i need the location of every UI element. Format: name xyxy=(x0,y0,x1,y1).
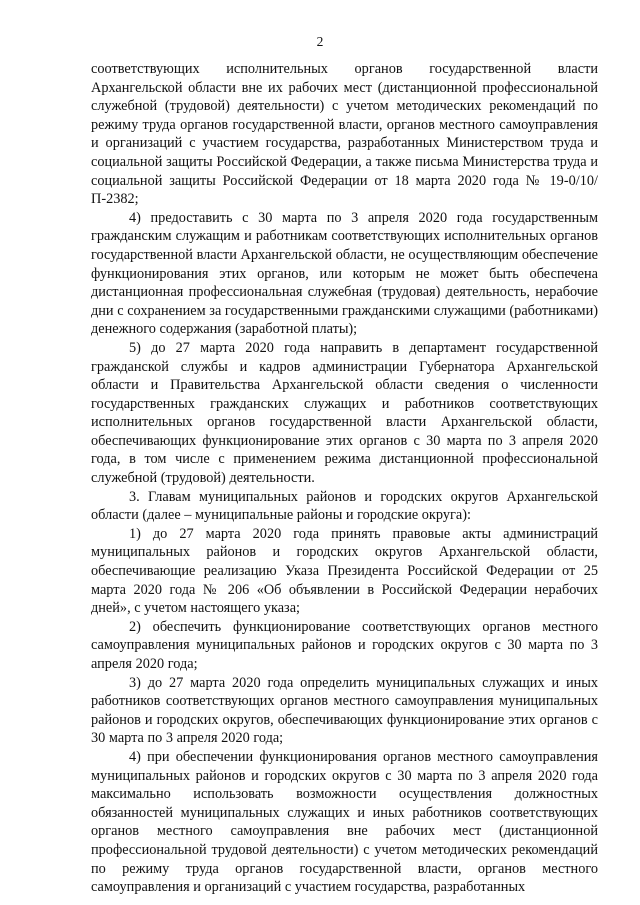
page-number: 2 xyxy=(316,34,324,49)
paragraph-item-3-3: 3) до 27 марта 2020 года определить муниципальных служащих и иных работников соответствующих органов местного самоуправления муниципальных районов и городских округов, обеспечивающих функционирование этих органов с 30 марта по 3 апреля 2020 года; xyxy=(91,674,598,747)
paragraph-item-3-2: 2) обеспечить функционирование соответствующих органов местного самоуправления муниципальных районов и городских округов с 30 марта по 3 апреля 2020 года; xyxy=(91,618,598,672)
paragraph-item-2-5: 5) до 27 марта 2020 года направить в департамент государственной гражданской службы и кадров администрации Губернатора Архангельской области и Правительства Архангельской области сведения о численности государственных гражданских служащих и работников соответствующих исполнительных органов государственной власти Архангельской области, обеспечивающих функционирование этих органов с 30 марта по 3 апреля 2020 года, в том числе с применением режима дистанционной профессиональной служебной (трудовой) деятельности. xyxy=(91,339,598,487)
paragraph-section-3: 3. Главам муниципальных районов и городских округов Архангельской области (далее – муниципальные районы и городские округа): xyxy=(91,488,598,524)
paragraph-item-3-4: 4) при обеспечении функционирования органов местного самоуправления муниципальных районов и городских округов с 30 марта по 3 апреля 2020 года максимально использовать возможности осуществления должностных обязанностей муниципальных служащих и иных работников соответствующих органов местного самоуправления вне рабочих мест (дистанционной профессиональной трудовой деятельности) с учетом методических рекомендаций по режиму труда органов государственной власти, органов местного самоуправления и организаций с участием государства, разработанных xyxy=(91,748,598,896)
paragraph-continuation: соответствующих исполнительных органов государственной власти Архангельской области вне их рабочих мест (дистанционной профессиональной служебной (трудовой) деятельности) с учетом методических рекомендаций по режиму труда органов государственной власти, органов местного самоуправления и организаций с участием государства, разработанных Министерством труда и социальной защиты Российской Федерации, а также письма Министерства труда и социальной защиты Российской Федерации от 18 марта 2020 года № 19-0/10/П-2382; xyxy=(91,61,598,208)
paragraph-item-3-1: 1) до 27 марта 2020 года принять правовые акты администраций муниципальных районов и городских округов Архангельской области, обеспечивающие реализацию Указа Президента Российской Федерации от 25 марта 2020 года № 206 «Об объявлении в Российской Федерации нерабочих дней», с учетом настоящего указа; xyxy=(91,525,598,617)
paragraph-item-2-4: 4) предоставить с 30 марта по 3 апреля 2020 года государственным гражданским служащим и работникам соответствующих исполнительных органов государственной власти Архангельской области, не осуществляющим обеспечение функционирования этих органов, или которым не может быть обеспечена дистанционная профессиональная служебная (трудовая) деятельность, нерабочие дни с сохранением за государственными гражданскими служащими (работниками) денежного содержания (заработной платы); xyxy=(91,209,598,338)
document-body xyxy=(91,60,598,897)
